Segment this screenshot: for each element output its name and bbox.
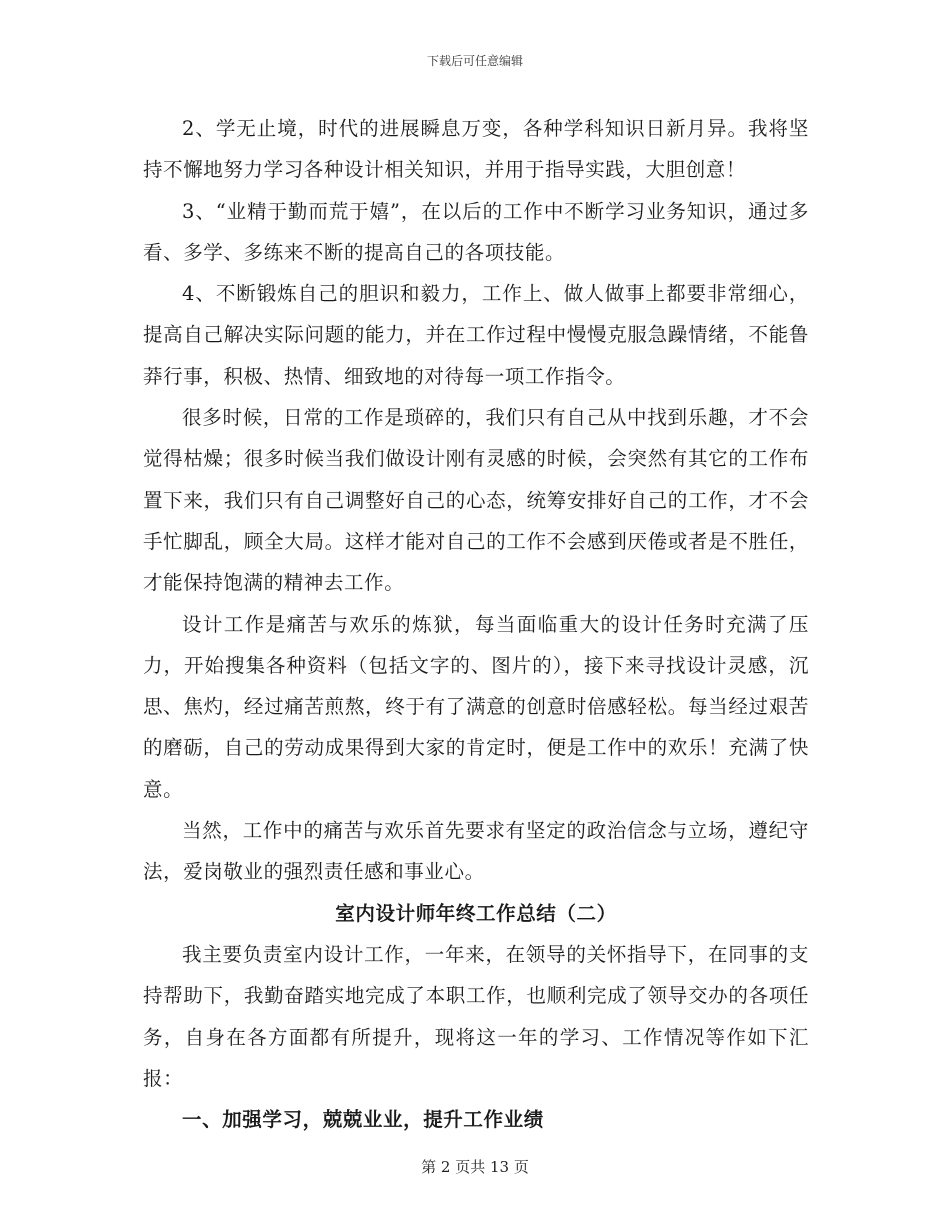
- paragraph-design-work: 设计工作是痛苦与欢乐的炼狱，每当面临重大的设计任务时充满了压力，开始搜集各种资料（包括文字的、图片的），接下来寻找设计灵感，沉思、焦灼，经过痛苦煎熬，终于有了满意的创意时倍感轻松。每当经过艰苦的磨砺，自己的劳动成果得到大家的肯定时，便是工作中的欢乐！充满了快意。: [143, 612, 809, 801]
- document-body: [143, 108, 809, 1140]
- page-header: 下载后可任意编辑: [426, 54, 523, 68]
- paragraph-daily-work: 很多时候，日常的工作是琐碎的，我们只有自己从中找到乐趣，才不会觉得枯燥；很多时候当我们做设计刚有灵感的时候，会突然有其它的工作布置下来，我们只有自己调整好自己的心态，统筹安排好自己的工作，才不会手忙脚乱，顾全大局。这样才能对自己的工作不会感到厌倦或者是不胜任，才能保持饱满的精神去工作。: [143, 406, 809, 595]
- paragraph-conclusion: 当然，工作中的痛苦与欢乐首先要求有坚定的政治信念与立场，遵纪守法，爱岗敬业的强烈责任感和事业心。: [143, 819, 809, 884]
- paragraph-point-3: 3、“业精于勤而荒于嬉”，在以后的工作中不断学习业务知识，通过多看、多学、多练来不断的提高自己的各项技能。: [143, 199, 809, 264]
- paragraph-point-4: 4、不断锻炼自己的胆识和毅力，工作上、做人做事上都要非常细心，提高自己解决实际问题的能力，并在工作过程中慢慢克服急躁情绪，不能鲁莽行事，积极、热情、细致地的对待每一项工作指令。: [143, 282, 809, 388]
- paragraph-intro: 我主要负责室内设计工作，一年来，在领导的关怀指导下，在同事的支持帮助下，我勤奋踏实地完成了本职工作，也顺利完成了领导交办的各项任务，自身在各方面都有所提升，现将这一年的学习、工作情况等作如下汇报：: [143, 942, 809, 1090]
- page-number: 第 2 页共 13 页: [421, 1158, 529, 1176]
- subheading: 一、加强学习，兢兢业业，提升工作业绩: [182, 1108, 544, 1132]
- section-title: 室内设计师年终工作总结（二）: [335, 901, 617, 925]
- paragraph-point-2: 2、学无止境，时代的进展瞬息万变，各种学科知识日新月异。我将坚持不懈地努力学习各种设计相关知识，并用于指导实践，大胆创意！: [143, 117, 809, 182]
